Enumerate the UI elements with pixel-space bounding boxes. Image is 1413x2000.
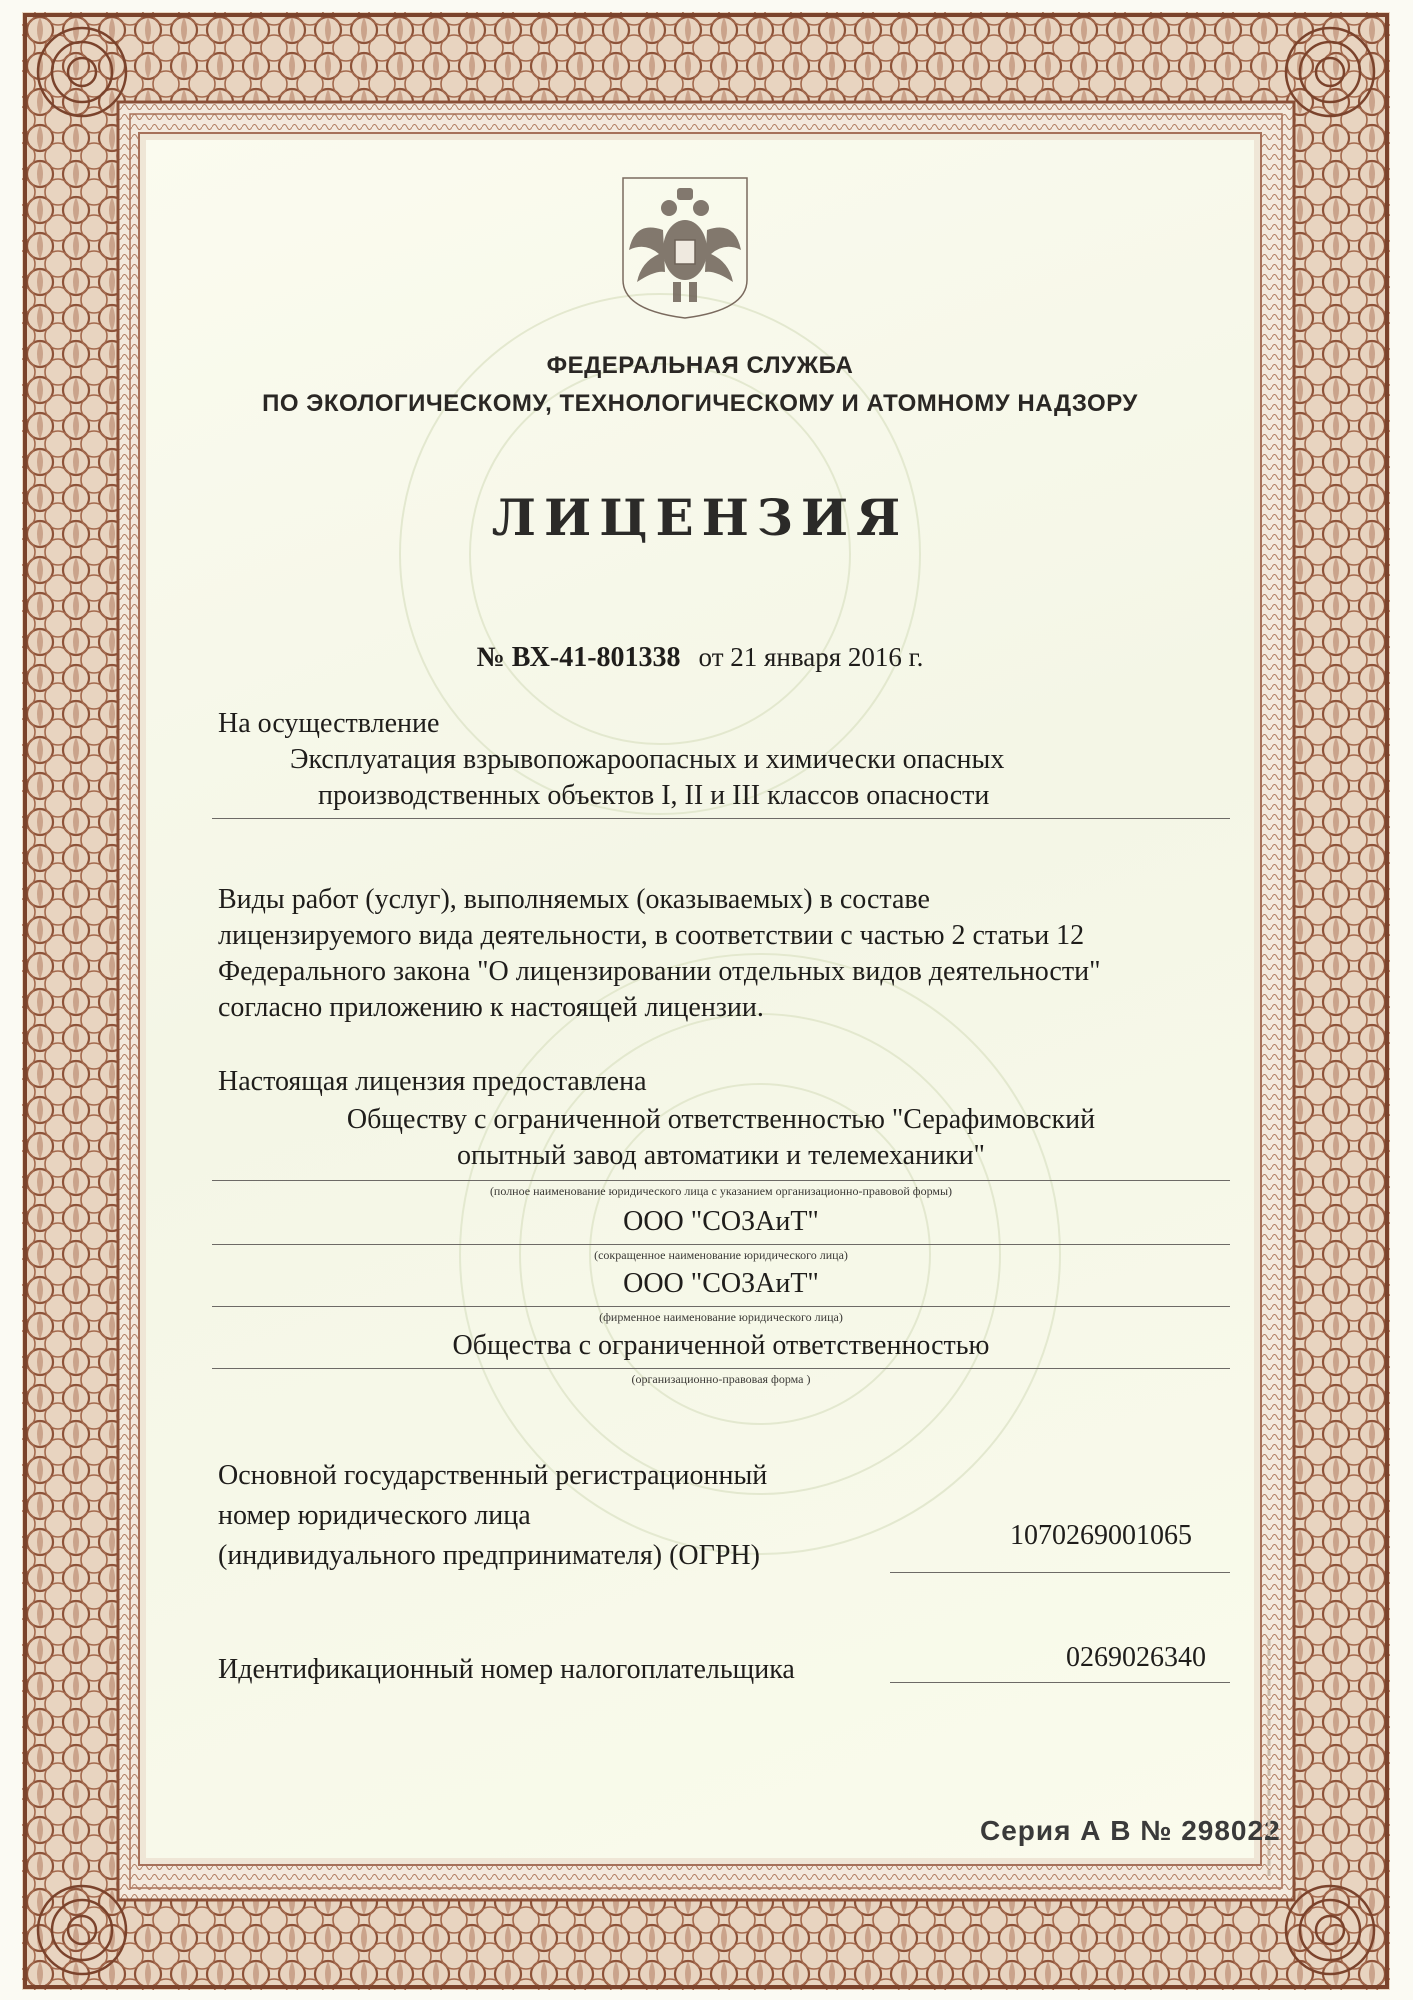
legal-form-caption: (организационно-правовая форма ) xyxy=(631,1372,811,1386)
license-number: № ВХ-41-801338 xyxy=(476,642,681,673)
activity-line1: Эксплуатация взрывопожароопасных и химически опасных xyxy=(290,744,1005,775)
double-headed-eagle-icon xyxy=(615,170,755,320)
license-number-line xyxy=(140,642,1260,674)
inn-label: Идентификационный номер налогоплательщика xyxy=(218,1654,795,1685)
divider-line xyxy=(212,1244,1230,1245)
works-line2: лицензируемого вида деятельности, в соответствии с частью 2 статьи 12 xyxy=(218,920,1085,951)
activity-label: На осуществление xyxy=(218,708,440,739)
printer-imprint-mark xyxy=(1262,1640,1276,1880)
document-title: ЛИЦЕНЗИЯ xyxy=(491,488,909,547)
licensee-short-name: ООО "СОЗАиТ" xyxy=(623,1206,819,1237)
licensee-full-name-line2: опытный завод автоматики и телемеханики" xyxy=(457,1140,985,1171)
ogrn-label-line3: (индивидуального предпринимателя) (ОГРН) xyxy=(218,1540,760,1571)
agency-name-line2: ПО ЭКОЛОГИЧЕСКОМУ, ТЕХНОЛОГИЧЕСКОМУ И АТОМНОМУ НАДЗОРУ xyxy=(262,390,1138,417)
agency-name-line1: ФЕДЕРАЛЬНАЯ СЛУЖБА xyxy=(546,352,854,379)
works-line1: Виды работ (услуг), выполняемых (оказываемых) в составе xyxy=(218,884,930,915)
licensee-brand-name: ООО "СОЗАиТ" xyxy=(623,1268,819,1299)
licensee-label: Настоящая лицензия предоставлена xyxy=(218,1066,647,1097)
divider-line xyxy=(890,1682,1230,1683)
licensee-legal-form: Общества с ограниченной ответственностью xyxy=(452,1330,990,1361)
activity-line2: производственных объектов I, II и III классов опасности xyxy=(318,780,990,811)
full-name-caption: (полное наименование юридического лица с указанием организационно-правовой формы) xyxy=(489,1184,953,1198)
short-name-caption: (сокращенное наименование юридического лица) xyxy=(594,1248,848,1262)
license-date: от 21 января 2016 г. xyxy=(698,642,924,672)
brand-name-caption: (фирменное наименование юридического лица) xyxy=(599,1310,843,1324)
divider-line xyxy=(212,1368,1230,1369)
divider-line xyxy=(212,1180,1230,1181)
licensee-full-name-line1: Обществу с ограниченной ответственностью "Серафимовский xyxy=(346,1104,1096,1135)
series-number: Серия А В № 298022 xyxy=(980,1815,1281,1846)
divider-line xyxy=(212,818,1230,819)
ogrn-value: 1070269001065 xyxy=(1010,1520,1192,1551)
divider-line xyxy=(212,1306,1230,1307)
works-line4: согласно приложению к настоящей лицензии. xyxy=(218,992,764,1023)
ogrn-label-line1: Основной государственный регистрационный xyxy=(218,1460,768,1491)
inn-value: 0269026340 xyxy=(1066,1642,1206,1673)
ogrn-label-line2: номер юридического лица xyxy=(218,1500,531,1531)
works-line3: Федерального закона "О лицензировании отдельных видов деятельности" xyxy=(218,956,1101,987)
divider-line xyxy=(890,1572,1230,1573)
